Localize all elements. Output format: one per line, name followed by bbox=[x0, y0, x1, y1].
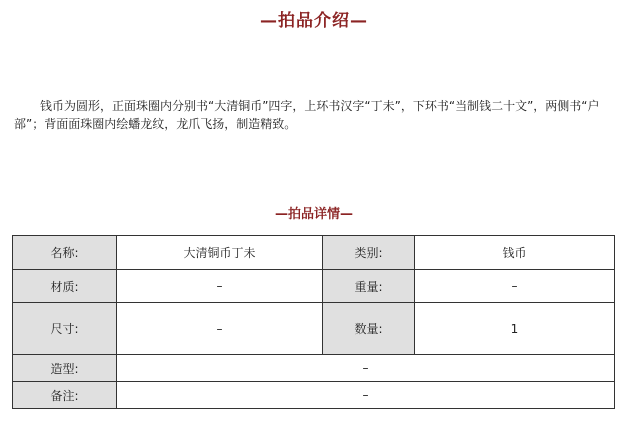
quantity-value: 1 bbox=[415, 303, 615, 355]
name-value: 大清铜币丁未 bbox=[117, 236, 323, 270]
category-label: 类别: bbox=[323, 236, 415, 270]
category-value: 钱币 bbox=[415, 236, 615, 270]
table-row bbox=[13, 355, 615, 382]
name-label: 名称: bbox=[13, 236, 117, 270]
details-table bbox=[12, 235, 615, 409]
remarks-label: 备注: bbox=[13, 382, 117, 409]
remarks-value: – bbox=[117, 382, 615, 409]
material-label: 材质: bbox=[13, 270, 117, 303]
shape-value: – bbox=[117, 355, 615, 382]
quantity-label: 数量: bbox=[323, 303, 415, 355]
size-value: – bbox=[117, 303, 323, 355]
table-row bbox=[13, 382, 615, 409]
shape-label: 造型: bbox=[13, 355, 117, 382]
table-row bbox=[13, 236, 615, 270]
table-row bbox=[13, 270, 615, 303]
weight-label: 重量: bbox=[323, 270, 415, 303]
table-row bbox=[13, 303, 615, 355]
weight-value: – bbox=[415, 270, 615, 303]
size-label: 尺寸: bbox=[13, 303, 117, 355]
material-value: – bbox=[117, 270, 323, 303]
page-title: —拍品介绍— bbox=[260, 11, 368, 31]
item-description: 钱币为圆形，正面珠圈内分别书“大清铜币”四字，上环书汉字“丁未”，下环书“当制钱二十文”，两侧书“户部”；背面面珠圈内绘蟠龙纹，龙爪飞扬，制造精致。 bbox=[14, 99, 600, 131]
details-title: —拍品详情— bbox=[274, 207, 353, 222]
